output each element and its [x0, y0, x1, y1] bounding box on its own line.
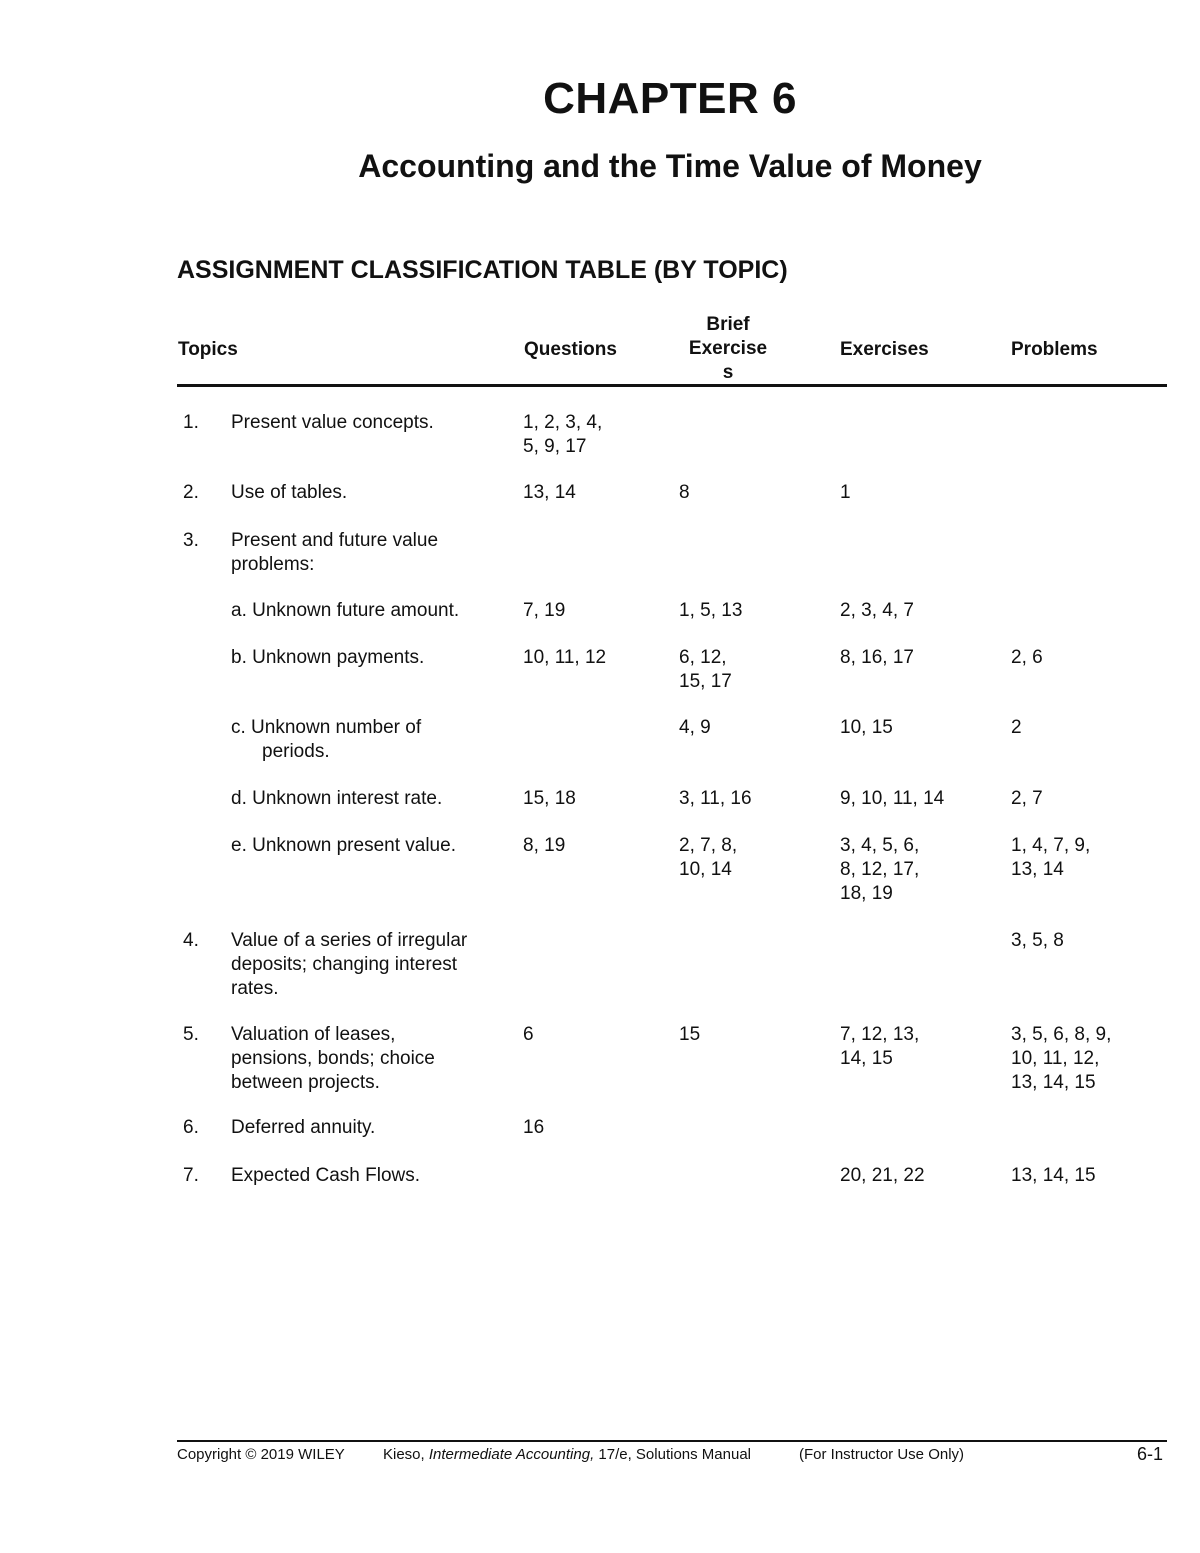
row-exercises: 9, 10, 11, 14 [840, 788, 945, 809]
row-topic: Valuation of leases, pensions, bonds; choice between projects. [231, 1024, 435, 1093]
row-topic: Present and future value problems: [231, 530, 439, 575]
chapter-title: Accounting and the Time Value of Money [358, 148, 982, 184]
row-questions: 10, 11, 12 [523, 647, 607, 668]
row-number: 7. [183, 1165, 199, 1186]
row-brief-exercises: 15 [679, 1024, 701, 1045]
row-questions: 1, 2, 3, 4, 5, 9, 17 [523, 412, 603, 457]
row-problems: 2, 6 [1011, 647, 1043, 668]
row-exercises: 8, 16, 17 [840, 647, 914, 668]
footer-book-title: Intermediate Accounting, [428, 1446, 595, 1463]
row-questions: 8, 19 [523, 835, 566, 856]
chapter-number: CHAPTER 6 [543, 74, 797, 123]
row-topic: d. Unknown interest rate. [231, 788, 443, 809]
column-header-questions: Questions [524, 339, 617, 360]
row-brief-exercises: 3, 11, 16 [679, 788, 752, 809]
footer-note: (For Instructor Use Only) [799, 1446, 965, 1463]
footer-author: Kieso, [383, 1446, 429, 1463]
row-number: 3. [183, 530, 199, 551]
row-topic: Present value concepts. [231, 412, 434, 433]
row-brief-exercises: 4, 9 [679, 717, 711, 738]
row-exercises: 20, 21, 22 [840, 1165, 925, 1186]
row-number: 4. [183, 930, 199, 951]
row-number: 5. [183, 1024, 199, 1045]
row-exercises: 10, 15 [840, 717, 893, 738]
row-brief-exercises: 6, 12, 15, 17 [679, 647, 732, 692]
row-problems: 13, 14, 15 [1011, 1165, 1096, 1186]
row-questions: 7, 19 [523, 600, 566, 621]
footer-copyright: Copyright © 2019 WILEY [177, 1446, 345, 1463]
row-problems: 3, 5, 6, 8, 9, 10, 11, 12, 13, 14, 15 [1011, 1024, 1112, 1093]
row-number: 2. [183, 482, 199, 503]
row-brief-exercises: 1, 5, 13 [679, 600, 743, 621]
row-topic: a. Unknown future amount. [231, 600, 460, 621]
column-header-exercises: Exercises [840, 339, 929, 360]
row-problems: 2 [1011, 717, 1022, 738]
row-questions: 6 [523, 1024, 534, 1045]
header-rule [177, 384, 1167, 387]
column-header-topics: Topics [178, 339, 238, 360]
row-brief-exercises: 2, 7, 8, 10, 14 [679, 835, 738, 880]
row-exercises: 2, 3, 4, 7 [840, 600, 914, 621]
row-problems: 3, 5, 8 [1011, 930, 1064, 951]
row-topic: Deferred annuity. [231, 1117, 376, 1138]
footer-rule [177, 1440, 1167, 1442]
row-number: 1. [183, 412, 199, 433]
row-topic: Expected Cash Flows. [231, 1165, 421, 1186]
row-problems: 1, 4, 7, 9, 13, 14 [1011, 835, 1091, 880]
row-problems: 2, 7 [1011, 788, 1043, 809]
footer-citation [383, 1446, 751, 1463]
section-heading: ASSIGNMENT CLASSIFICATION TABLE (BY TOPIC) [177, 256, 788, 284]
page-number: 6-1 [1137, 1444, 1164, 1464]
footer-edition: 17/e, Solutions Manual [594, 1446, 752, 1463]
column-header-brief-exercises: Brief Exercise s [688, 314, 768, 383]
row-topic: Value of a series of irregular deposits; changing interest rates. [231, 930, 468, 999]
row-exercises: 3, 4, 5, 6, 8, 12, 17, 18, 19 [840, 835, 920, 904]
row-topic: Use of tables. [231, 482, 348, 503]
row-questions: 15, 18 [523, 788, 576, 809]
row-topic: c. Unknown number of periods. [231, 717, 422, 762]
row-brief-exercises: 8 [679, 482, 690, 503]
row-questions: 16 [523, 1117, 545, 1138]
column-header-problems: Problems [1011, 339, 1098, 360]
row-topic: b. Unknown payments. [231, 647, 425, 668]
row-topic: e. Unknown present value. [231, 835, 456, 856]
row-exercises: 7, 12, 13, 14, 15 [840, 1024, 920, 1069]
row-number: 6. [183, 1117, 199, 1138]
row-questions: 13, 14 [523, 482, 576, 503]
row-exercises: 1 [840, 482, 851, 503]
